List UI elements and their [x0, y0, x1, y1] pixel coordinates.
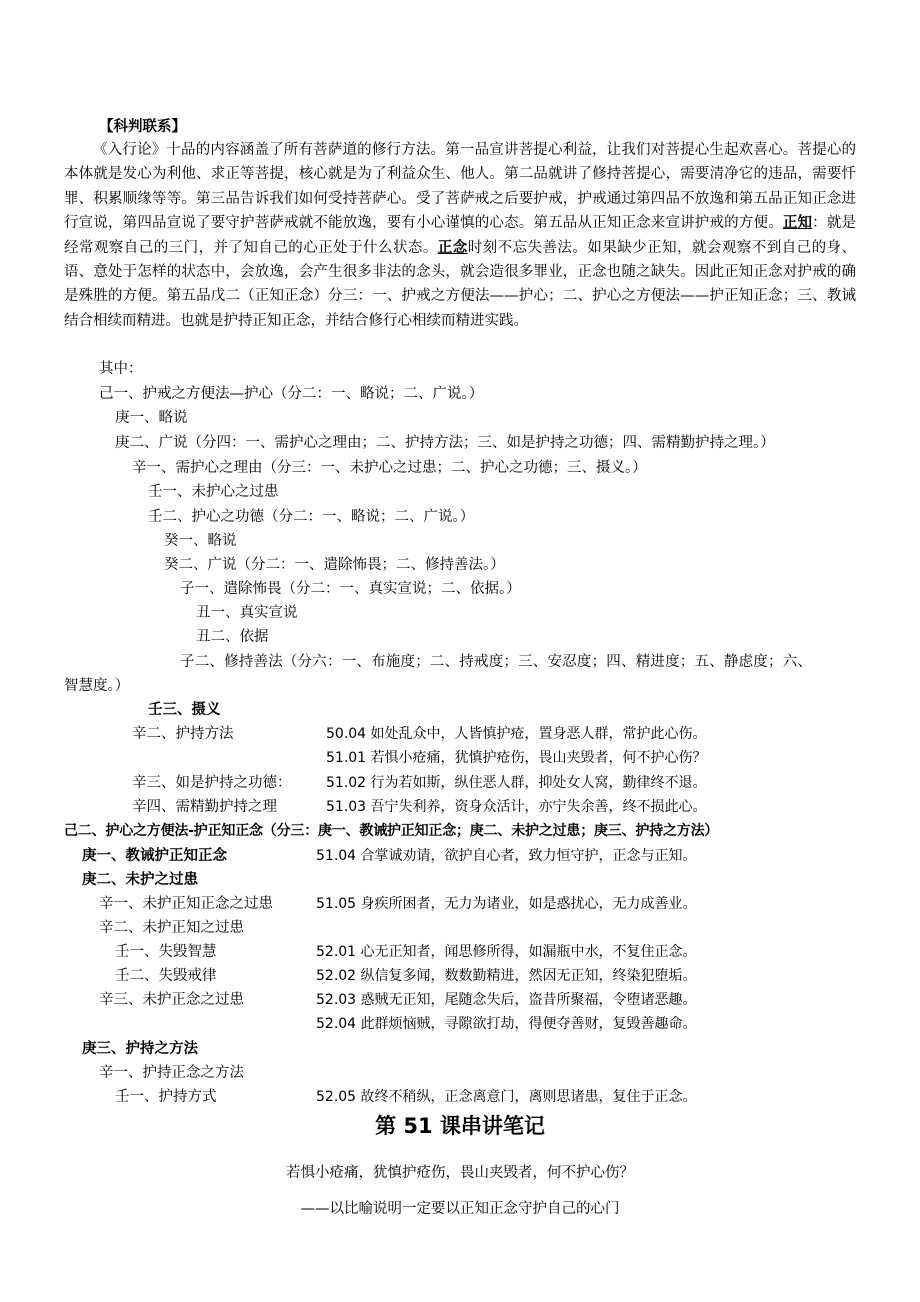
outline-item: 壬一、护持方式	[115, 1089, 217, 1105]
outline-item: 癸二、广说（分二：一、遣除怖畏；二、修持善法。）	[164, 557, 505, 573]
outline-item: 辛四、需精勤护持之理	[132, 799, 277, 815]
outline-item: 辛三、如是护持之功德：	[132, 775, 292, 791]
quote-verse: 若惧小疮痛，犹慎护疮伤，畏山夹毁者，何不护心伤？	[286, 1165, 634, 1181]
verse: 52.05 故终不稍纵，正念离意门，离则思诸患，复住于正念。	[316, 1089, 697, 1105]
intro-text-3: 时刻不忘失善法。如果缺少正知，就会观察不到自己的身、语、意处于怎样的状态中，会放逸，会产生很多非法的念头，就会造很多罪业，正念也随之缺失。因此正知正念对护戒的确是殊胜的方便。第五品戊二（正知正念）分三：一、护戒之方便法——护心；二、护心之方便法——护正知正念；三、教诫结合相续而精进。也就是护持正知正念，并结合修行心相续而精进实践。	[64, 239, 856, 329]
outline-item: 辛一、护持正念之方法	[99, 1065, 244, 1081]
outline-item: 庚一、略说	[115, 410, 188, 426]
outline-item: 辛三、未护正念之过患	[99, 992, 244, 1008]
verse: 51.04 合掌诚劝请，欲护自心者，致力恒守护，正念与正知。	[316, 848, 697, 864]
outline-item: 壬二、失毁戒律	[115, 968, 217, 984]
outline-item: 庚三、护持之方法	[82, 1041, 198, 1057]
outline-item: 己二、护心之方便法-护正知正念（分三：庚一、教诫护正知正念；庚二、未护之过患；庚三、护持之方法）	[64, 823, 719, 839]
outline-item: 壬一、失毁智慧	[115, 944, 217, 960]
verse: 51.05 身疾所困者，无力为诸业，如是惑扰心，无力成善业。	[316, 896, 697, 912]
outline-item: 子二、修持善法（分六：一、布施度；二、持戒度；三、安忍度；四、精进度；五、静虑度；六、	[180, 654, 813, 670]
outline-item: 丑二、依据	[196, 629, 269, 645]
verse: 52.04 此群烦恼贼，寻隙欲打劫，得便夺善财，复毁善趣命。	[316, 1016, 697, 1032]
outline-item: 庚二、未护之过患	[82, 872, 198, 888]
intro-text-2: ：就是经常观察自己的三门，并了知自己的心正处于什么状态。	[64, 215, 857, 256]
verse: 51.03 吾宁失利养，资身众活计，亦宁失余善，终不损此心。	[326, 799, 707, 815]
intro-paragraph	[64, 138, 856, 333]
outline-item: 辛二、护持方法	[132, 726, 234, 742]
outline-item: 子一、遣除怖畏（分二：一、真实宣说；二、依据。）	[180, 581, 521, 597]
outline-item: 庚二、广说（分四：一、需护心之理由；二、护持方法；三、如是护持之功德；四、需精勤护持之理。）	[115, 435, 775, 451]
verse: 51.01 若惧小疮痛，犹慎护疮伤，畏山夹毁者，何不护心伤？	[326, 750, 707, 766]
verse: 51.02 行为若如斯，纵住恶人群，抑处女人窝，勤律终不退。	[326, 775, 707, 791]
outline-item: 壬三、摄义	[148, 701, 221, 718]
intro-text-1: 《入行论》十品的内容涵盖了所有菩萨道的修行方法。第一品宣讲菩提心利益，让我们对菩提心生起欢喜心。菩提心的本体就是发心为利他、求正等菩提，核心就是为了利益众生、他人。第二品就讲了修持菩提心，需要清净它的违品，需要忏罪、积累顺缘等等。第三品告诉我们如何受持菩萨心。受了菩萨戒之后要护戒，护戒通过第四品不放逸和第五品正知正念进行宣说，第四品宣说了要守护菩萨戒就不能放逸，要有小心谨慎的心态。第五品从正知正念来宣讲护戒的方便。	[64, 142, 856, 232]
verse: 50.04 如处乱众中，人皆慎护疮，置身恶人群，常护此心伤。	[326, 726, 707, 742]
outline-item: 辛一、未护正知正念之过患	[99, 896, 273, 912]
outline-item: 癸一、略说	[164, 533, 237, 549]
outline-item: 己一、护戒之方便法—护心（分二：一、略说；二、广说。）	[99, 386, 484, 402]
section-header: 【科判联系】	[99, 118, 186, 135]
term-zhengnian: 正念	[437, 238, 468, 256]
verse: 52.03 惑贼无正知，尾随念失后，盗昔所聚福，令堕诸恶趣。	[316, 992, 697, 1008]
verse: 52.01 心无正知者，闻思修所得，如漏瓶中水，不复住正念。	[316, 944, 697, 960]
outline-item: 智慧度。）	[64, 678, 130, 694]
subtitle: ——以比喻说明一定要以正知正念守护自己的心门	[300, 1201, 620, 1217]
outline-item: 辛一、需护心之理由（分三：一、未护心之过患；二、护心之功德；三、摄义。）	[132, 460, 647, 476]
outline-item: 辛二、未护正知之过患	[99, 920, 244, 936]
lesson-title: 第 51 课串讲笔记	[375, 1114, 545, 1138]
verse: 52.02 纵信复多闻，数数勤精进，然因无正知，终染犯堕垢。	[316, 968, 697, 984]
outline-item: 丑一、真实宣说	[196, 605, 298, 621]
term-zhengzhi: 正知	[782, 214, 813, 232]
outline-item: 壬一、未护心之过患	[148, 484, 279, 500]
outline-item: 庚一、教诫护正知正念	[82, 848, 227, 864]
among-label: 其中：	[99, 361, 143, 377]
outline-item: 壬二、护心之功德（分二：一、略说；二、广说。）	[148, 509, 475, 525]
